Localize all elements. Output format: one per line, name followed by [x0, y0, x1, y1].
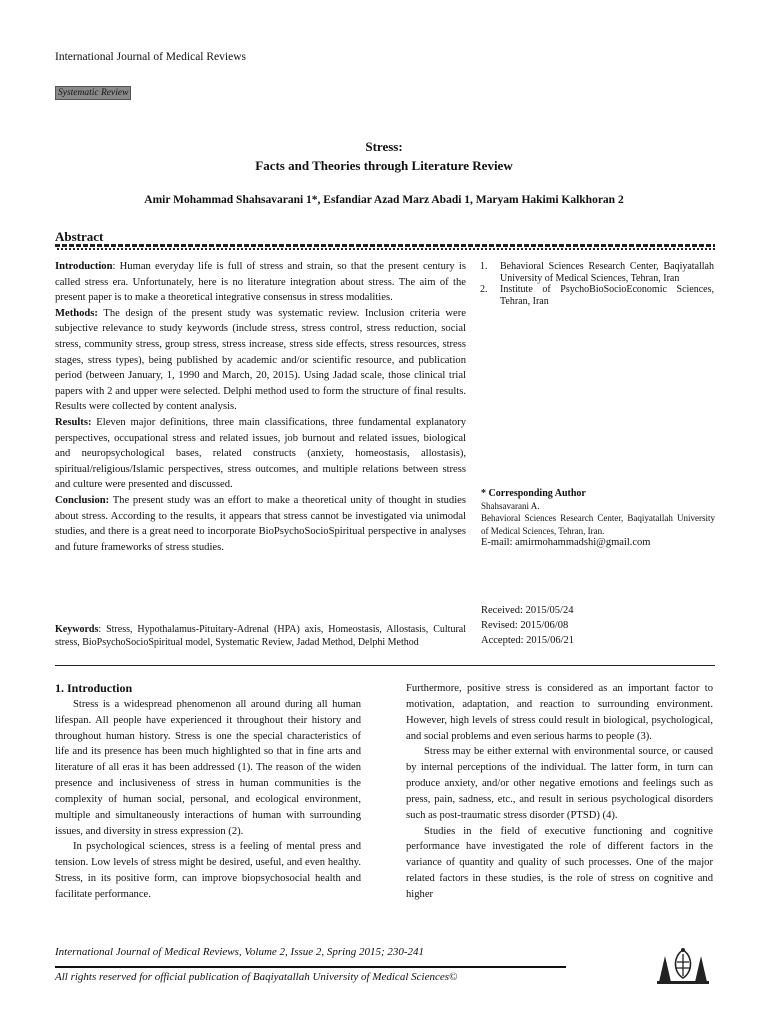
footer-rule [55, 966, 566, 968]
conclusion-text: The present study was an effort to make a theoretical unity of thought in studies about stress. According to the results, it appears that stress cannot be investigated via unimodal studies, and there is a great need to incorporate BioPsychoSocioSpiritual perspective in analyses and future frameworks of stress studies. [55, 494, 466, 553]
abstract-introduction [55, 259, 466, 306]
article-type-badge: Systematic Review [55, 86, 131, 100]
corresponding-name: Shahsavarani A. [481, 501, 540, 512]
body-column-right [406, 681, 713, 903]
keywords-text: : Stress, Hypothalamus-Pituitary-Adrenal (HPA) axis, Homeostasis, Allostasis, Cultural stress, BioPsychoSocioSpiritual model, Systematic Review, Jadad Method, Delphi Method [55, 624, 466, 648]
abstract-heading: Abstract [55, 229, 104, 244]
body-column-left [55, 681, 361, 903]
author-list: Amir Mohammad Shahsavarani 1*, Esfandiar Azad Marz Abadi 1, Maryam Hakimi Kalkhoran 2 [144, 194, 624, 206]
affiliation-item [480, 261, 714, 284]
title-line-1: Stress: [365, 139, 403, 154]
body-paragraph: Stress is a widespread phenomenon all around during all human lifespan. All people have experienced it throughout their history and throughout human history. Stress is one the special characteristics of life and its presence has been much highlighted so that in fine arts and literature of all eras it has been addressed (1). The reason of the widen presence and inclusiveness of stress in human communities is the complexity of human social, personal, and ecological environment, multiple and simultaneously interactions of human with surrounding issues, and diversity in stress expression (2). [55, 698, 361, 837]
section-divider [55, 665, 715, 666]
affiliation-text: Behavioral Sciences Research Center, Baqiyatallah University of Medical Sciences, Tehran, Iran [500, 261, 714, 284]
corresponding-address: Behavioral Sciences Research Center, Baqiyatallah University of Medical Sciences, Tehran, Iran. [481, 513, 715, 536]
results-label: Results: [55, 416, 92, 428]
conclusion-label: Conclusion: [55, 494, 110, 506]
results-text: Eleven major definitions, three main classifications, three fundamental explanatory perspectives, occupational stress and related issues, job burnout and related issues, biological and neuropsychological bases, related constructs (anxiety, homeostasis, allostasis), spiritual/religious/Islamic perspectives, stress outcomes, and multiple relations between stress and culture were presented and discussed. [55, 416, 466, 491]
university-logo-icon [655, 946, 711, 986]
methods-text: The design of the present study was systematic review. Inclusion criteria were subjective relevance to study keywords (include stress, stress control, stress reduction, social stress, community stress, group stress, stress increase, stress side effects, stress resources, stress stages, stress types), being published by academic and/or scientific resource, and publication period (between January, 1, 1990 and March, 20, 2015). Using Jadad scale, those clinical trial papers with 2 and upper were selected. Delphi method used to form the structure of final results. Results were collected by content analysis. [55, 307, 466, 413]
keywords [55, 624, 466, 649]
abstract-conclusion [55, 493, 466, 555]
revised-date: Revised: 2015/06/08 [481, 620, 569, 632]
intro-label: Introduction [55, 261, 113, 272]
affiliation-text: Institute of PsychoBioSocioEconomic Sciences, Tehran, Iran [500, 284, 714, 307]
body-paragraph: In psychological sciences, stress is a feeling of mental press and tension. Low levels of stress might be desired, useful, and even healthy. Stress, in its positive form, can improve biopsychosocial health and facilitate performance. [55, 841, 361, 900]
body-paragraph: Stress may be either external with environmental source, or caused by internal perceptions of the individual. The latter form, in turn can produce anxiety, and/or other negative emotions and feelings such as press, pain, sadness, etc., and result in serious psychological disorders such as post-traumatic stress disorder (PTSD) (4). [406, 746, 713, 821]
affiliations [480, 261, 714, 307]
intro-text: : Human everyday life is full of stress and strain, so that the present century is called stress era. Unfortunately, here is no literature integration about stress. The aim of the present paper is to make a theoretical integrative consensus in stress modalities. [55, 261, 466, 304]
abstract-body [55, 259, 466, 555]
body-paragraph: Studies in the field of executive functioning and cognitive performance have investigated the role of different factors in the variance of quantity and quality of such processes. One of the major related factors in these studies, is the role of stress on cognitive and higher [406, 825, 713, 900]
received-date: Received: 2015/05/24 [481, 605, 574, 616]
body-paragraph: Furthermore, positive stress is considered as an important factor to motivation, adaptation, and reaction to surrounding environment. However, high levels of stress could result in biological, psychological, and social problems and even serious harms to people (3). [406, 683, 713, 742]
abstract-divider-lower [55, 248, 715, 250]
accepted-date: Accepted: 2015/06/21 [481, 635, 575, 647]
abstract-divider [55, 244, 715, 247]
methods-label: Methods: [55, 307, 98, 319]
abstract-methods [55, 306, 466, 415]
corresponding-email[interactable]: E-mail: amirmohammadshi@gmail.com [481, 536, 651, 548]
article-dates [481, 603, 574, 649]
affiliation-number: 2. [480, 284, 488, 296]
journal-header: International Journal of Medical Reviews [55, 51, 246, 63]
title-line-2: Facts and Theories through Literature Review [255, 158, 513, 173]
footer-citation: International Journal of Medical Reviews, Volume 2, Issue 2, Spring 2015; 230-241 [55, 946, 425, 958]
corresponding-author [481, 488, 715, 549]
keywords-label: Keywords [55, 624, 99, 635]
corresponding-heading: * Corresponding Author [481, 488, 586, 499]
abstract-results [55, 415, 466, 493]
footer-rights: All rights reserved for official publication of Baqiyatallah University of Medical Sciences© [55, 971, 458, 983]
introduction-heading: 1. Introduction [55, 681, 133, 695]
affiliation-item [480, 284, 714, 307]
affiliation-number: 1. [480, 261, 488, 272]
